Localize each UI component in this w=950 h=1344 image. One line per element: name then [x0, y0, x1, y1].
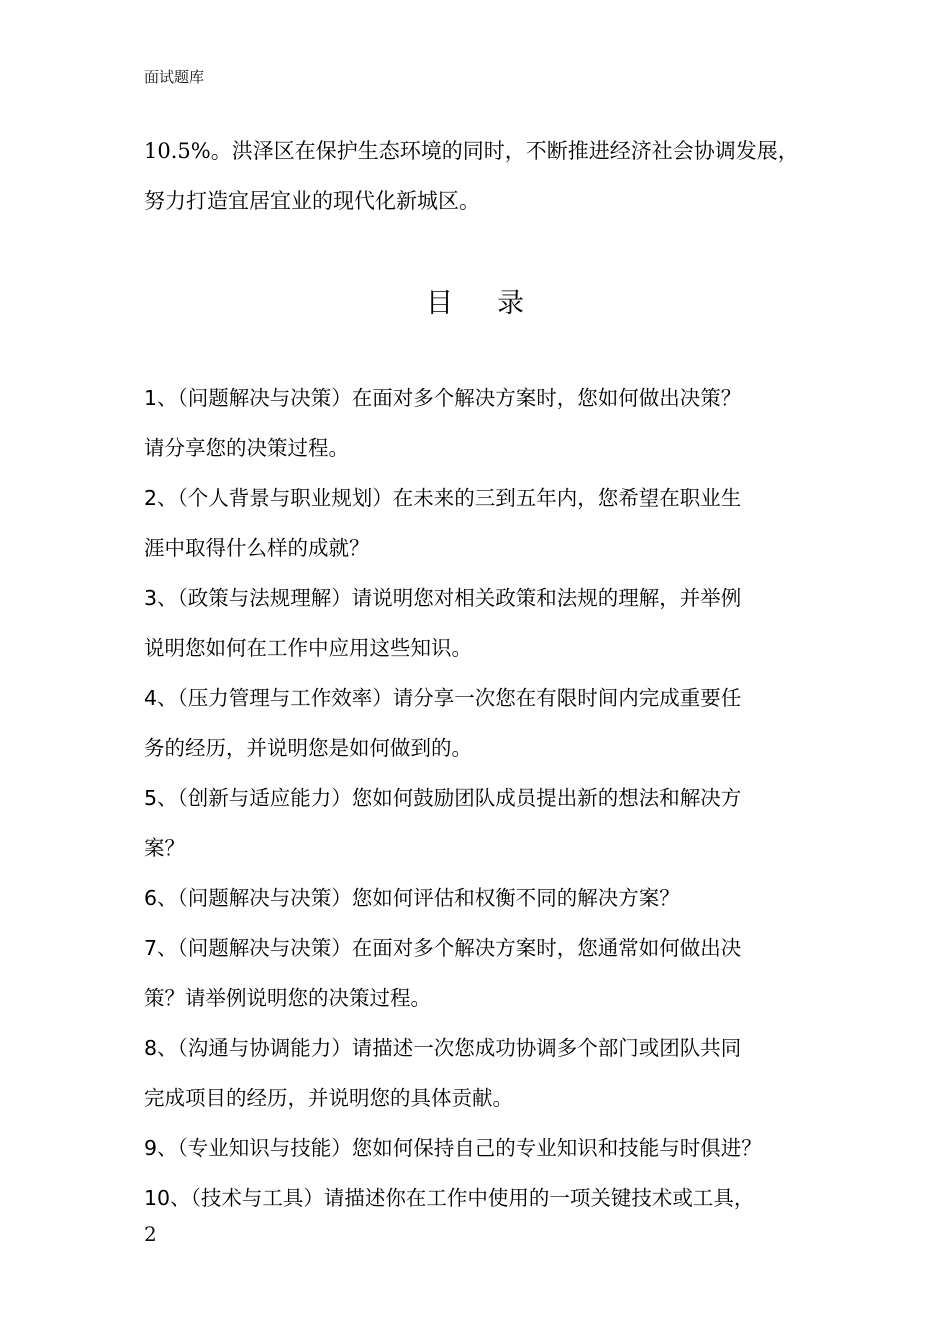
toc-entry-4-line-2[interactable]: 务的经历，并说明您是如何做到的。 [144, 736, 472, 760]
toc-entry-2-line-1[interactable]: 2、（个人背景与职业规划）在未来的三到五年内，您希望在职业生 [144, 486, 742, 510]
toc-entry-9[interactable]: 9、（专业知识与技能）您如何保持自己的专业知识和技能与时俱进？ [144, 1136, 762, 1160]
page-number: 2 [144, 1222, 157, 1246]
toc-title [0, 281, 950, 320]
toc-entry-5-line-2[interactable]: 案？ [144, 836, 185, 860]
toc-entry-4-line-1[interactable]: 4、（压力管理与工作效率）请分享一次您在有限时间内完成重要任 [144, 686, 742, 710]
toc-entry-1-line-1[interactable]: 1、（问题解决与决策）在面对多个解决方案时，您如何做出决策？ [144, 386, 742, 410]
toc-entry-2-line-2[interactable]: 涯中取得什么样的成就？ [144, 536, 370, 560]
toc-entry-5-line-1[interactable]: 5、（创新与适应能力）您如何鼓励团队成员提出新的想法和解决方 [144, 786, 742, 810]
toc-entry-7-line-2[interactable]: 策？请举例说明您的决策过程。 [144, 986, 431, 1010]
intro-line: 努力打造宜居宜业的现代化新城区。 [144, 189, 480, 213]
toc-entry-8-line-2[interactable]: 完成项目的经历，并说明您的具体贡献。 [144, 1086, 513, 1110]
toc-entry-3-line-2[interactable]: 说明您如何在工作中应用这些知识。 [144, 636, 472, 660]
toc-entry-6[interactable]: 6、（问题解决与决策）您如何评估和权衡不同的解决方案？ [144, 886, 680, 910]
toc-entry-10-line-1[interactable]: 10、（技术与工具）请描述你在工作中使用的一项关键技术或工具， [144, 1186, 755, 1210]
toc-entry-3-line-1[interactable]: 3、（政策与法规理解）请说明您对相关政策和法规的理解，并举例 [144, 586, 742, 610]
running-header: 面试题库 [144, 68, 205, 86]
intro-paragraph [144, 126, 824, 226]
toc-entry-7-line-1[interactable]: 7、（问题解决与决策）在面对多个解决方案时，您通常如何做出决 [144, 936, 742, 960]
toc-entry-8-line-1[interactable]: 8、（沟通与协调能力）请描述一次您成功协调多个部门或团队共同 [144, 1036, 742, 1060]
toc-title-char: 目 [426, 288, 453, 319]
toc-list [144, 373, 834, 1223]
toc-title-char: 录 [497, 288, 524, 319]
toc-entry-1-line-2[interactable]: 请分享您的决策过程。 [144, 436, 349, 460]
intro-line: 10.5%。洪泽区在保护生态环境的同时，不断推进经济社会协调发展， [144, 139, 799, 163]
